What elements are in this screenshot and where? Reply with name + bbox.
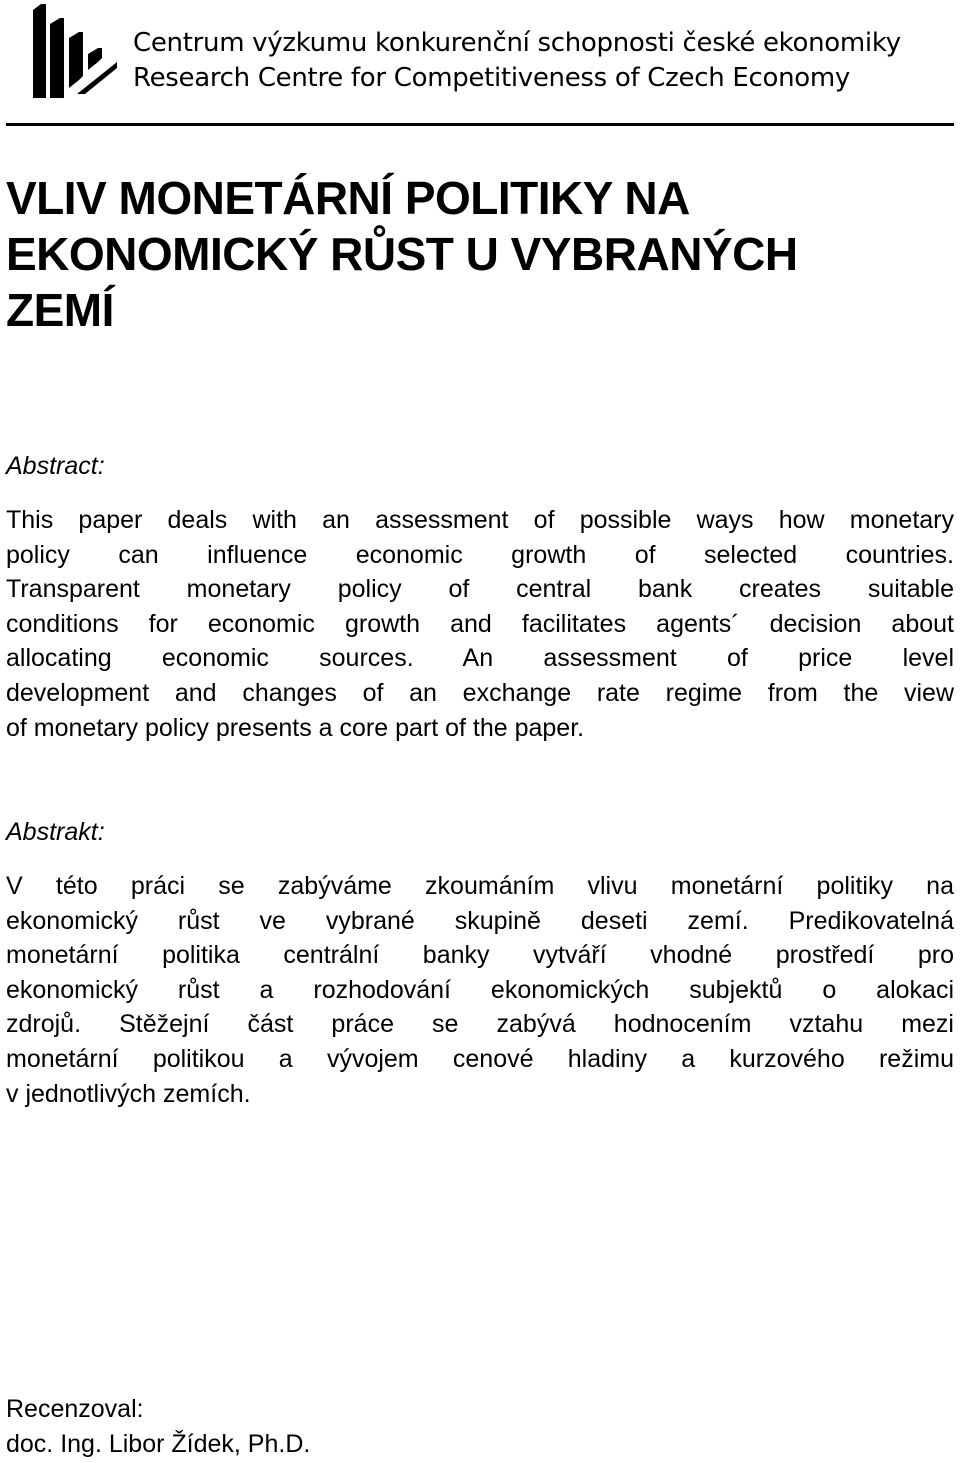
page-header <box>0 0 960 128</box>
header-divider <box>6 123 954 126</box>
institution-name-english: Research Centre for Competitiveness of Czech Economy <box>133 63 850 93</box>
abstract-en-line: of monetary policy presents a core part of the paper. <box>6 713 585 742</box>
abstract-cz-line: ekonomický růst a rozhodování ekonomických subjektů o alokaci <box>6 975 954 1004</box>
abstract-en-label: Abstract: <box>6 452 105 480</box>
title-line: VLIV MONETÁRNÍ POLITIKY NA <box>6 172 690 224</box>
abstract-cz-line: monetární politikou a vývojem cenové hladiny a kurzového režimu <box>6 1044 954 1073</box>
reviewer-label: Recenzoval: <box>6 1395 144 1423</box>
abstract-en-line: allocating economic sources. An assessment of price level <box>6 644 954 673</box>
abstract-en-line: Transparent monetary policy of central bank creates suitable <box>6 575 954 604</box>
institution-logo-icon <box>33 4 117 98</box>
abstract-en-line: conditions for economic growth and facilitates agents´ decision about <box>6 609 954 638</box>
abstract-en-text <box>6 503 954 745</box>
abstract-en-line: This paper deals with an assessment of possible ways how monetary <box>6 506 954 534</box>
abstract-cz-line: V této práci se zabýváme zkoumáním vlivu monetární politiky na <box>6 872 954 900</box>
abstract-cz-label: Abstrakt: <box>6 818 105 846</box>
title-line: ZEMÍ <box>6 284 114 336</box>
abstract-cz-line: monetární politika centrální banky vytváří vhodné prostředí pro <box>6 941 954 970</box>
abstract-en-line: policy can influence economic growth of selected countries. <box>6 540 954 569</box>
title-line: EKONOMICKÝ RŮST U VYBRANÝCH <box>6 228 798 280</box>
institution-name-czech: Centrum výzkumu konkurenční schopnosti české ekonomiky <box>133 28 901 58</box>
abstract-cz-text <box>6 869 954 1111</box>
reviewer-name: doc. Ing. Libor Žídek, Ph.D. <box>6 1430 311 1458</box>
paper-title <box>6 170 906 338</box>
abstract-cz-line: v jednotlivých zemích. <box>6 1079 251 1108</box>
abstract-cz-line: ekonomický růst ve vybrané skupině deseti zemí. Predikovatelná <box>6 906 954 935</box>
abstract-cz-line: zdrojů. Stěžejní část práce se zabývá hodnocením vztahu mezi <box>6 1010 954 1039</box>
abstract-en-line: development and changes of an exchange rate regime from the view <box>6 678 954 707</box>
